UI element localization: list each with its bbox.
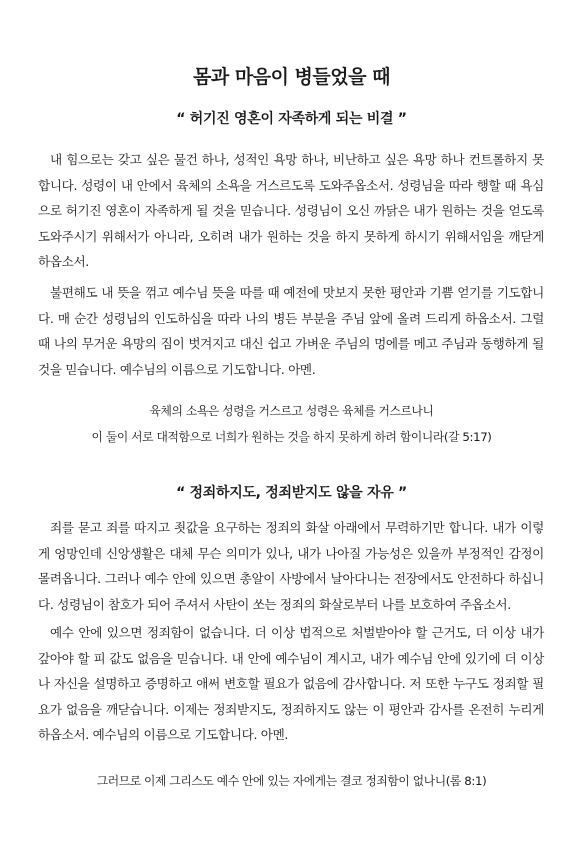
section-1-verse-line-2: 이 둘이 서로 대적함으로 너희가 원하는 것을 하지 못하게 하려 함이니라(갈 5:17) (91, 430, 492, 444)
page-title: 몸과 마음이 병들었을 때 (193, 66, 390, 88)
section-1-verse-line-1: 육체의 소욕은 성령을 거스르고 성령은 육체를 거스르나니 (149, 404, 434, 418)
section-1-heading: “ 허기진 영혼이 자족하게 되는 비결 ” (176, 111, 407, 127)
section-1-paragraph-1: 내 힘으로는 갖고 싶은 물건 하나, 성적인 욕망 하나, 비난하고 싶은 욕망 하나 컨트롤하지 못합니다. 성령이 내 안에서 육체의 소욕을 거스르도록 도와주옵소서. 성령님을 따라 행할 때 욕심으로 허기진 영혼이 자족하게 될 것을 믿습니다. 성령님이 오신 까닭은 내가 원하는 것을 얻도록 도와주시기 위해서가 아니라, 오히려 내가 원하는 것을 하지 못하게 하시기 위해서임을 깨닫게 하옵소서. (38, 152, 544, 270)
section-1-paragraph-2: 불편해도 내 뜻을 꺾고 예수님 뜻을 따를 때 예전에 맛보지 못한 평안과 기쁨 얻기를 기도합니다. 매 순간 성령님의 인도하심을 따라 나의 병든 부분을 주님 앞에 올려 드리게 하옵소서. 그럴 때 나의 무거운 욕망의 짐이 벗겨지고 대신 쉽고 가벼운 주님의 멍에를 메고 주님과 동행하게 될 것을 믿습니다. 예수님의 이름으로 기도합니다. 아멘. (38, 285, 544, 377)
section-2-paragraph-2: 예수 안에 있으면 정죄함이 없습니다. 더 이상 법적으로 처벌받아야 할 근거도, 더 이상 내가 갚아야 할 피 값도 없음을 믿습니다. 내 안에 예수님이 계시고, 내가 예수님 안에 있기에 더 이상 나 자신을 설명하고 증명하고 애써 변호할 필요가 없음에 감사합니다. 저 또한 누구도 정죄할 필요가 없음을 깨닫습니다. 이제는 정죄받지도, 정죄하지도 않는 이 평안과 감사를 온전히 누리게 하옵소서. 예수님의 이름으로 기도합니다. 아멘. (38, 625, 544, 743)
section-2-verse-line-1: 그러므로 이제 그리스도 예수 안에 있는 자에게는 결코 정죄함이 없나니(롬 8:1) (96, 774, 487, 788)
section-2-heading: “ 정죄하지도, 정죄받지도 않을 자유 ” (176, 485, 407, 501)
section-2-paragraph-1: 죄를 묻고 죄를 따지고 죗값을 요구하는 정죄의 화살 아래에서 무력하기만 합니다. 내가 이렇게 엉망인데 신앙생활은 대체 무슨 의미가 있나, 내가 나아질 가능성은 있을까 부정적인 감정이 몰려옵니다. 그러나 예수 안에 있으면 총알이 사방에서 날아다니는 전장에서도 안전하다 하십니다. 성령님이 참호가 되어 주셔서 사탄이 쏘는 정죄의 화살로부터 나를 보호하여 주옵소서. (38, 520, 544, 612)
